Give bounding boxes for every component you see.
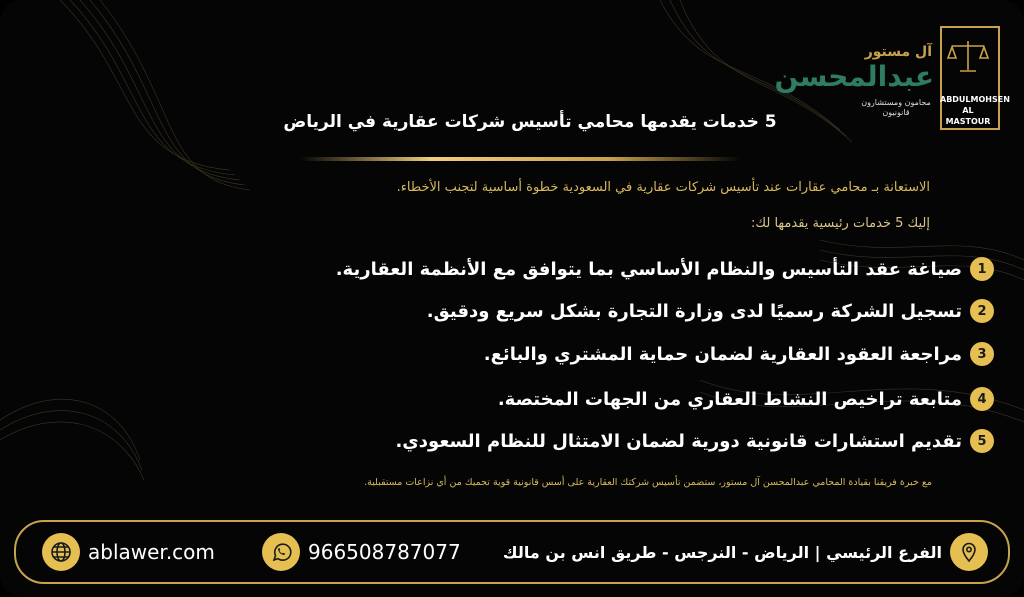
logo-arabic-name: عبدالمحسن — [774, 60, 934, 93]
service-number-badge: 4 — [970, 387, 994, 411]
service-number-badge: 3 — [970, 342, 994, 366]
location-pin-icon — [950, 533, 988, 571]
branch-address: الفرع الرئيسي | الرياض - النرجس - طريق انس بن مالك — [502, 542, 942, 562]
service-item-2 — [427, 296, 994, 326]
service-item-4 — [498, 384, 994, 414]
logo-arabic-tagline: محامون ومستشارون قانونيون — [861, 98, 931, 117]
globe-icon — [42, 533, 80, 571]
logo-emblem-box — [940, 26, 1010, 130]
brand-logo — [774, 26, 1010, 130]
gold-divider — [300, 157, 740, 161]
service-item-3 — [484, 339, 994, 369]
whatsapp-icon — [262, 533, 300, 571]
intro-line-2: إليك 5 خدمات رئيسية يقدمها لك: — [751, 216, 930, 231]
address-contact — [503, 522, 988, 582]
service-number-badge: 5 — [970, 429, 994, 453]
logo-english-name — [940, 94, 1010, 127]
service-text: متابعة تراخيص النشاط العقاري من الجهات المختصة. — [497, 388, 962, 410]
service-text: تقديم استشارات قانونية دورية لضمان الامتثال للنظام السعودي. — [395, 430, 962, 452]
service-text: تسجيل الشركة رسميًا لدى وزارة التجارة بشكل سريع ودقيق. — [426, 300, 962, 322]
footnote: مع خبرة فريقنا بقيادة المحامي عبدالمحسن آل مستور، ستضمن تأسيس شركتك العقارية على أسس قانونية قوية تحميك من أي نزاعات مستقبلية. — [364, 477, 932, 488]
page-title: 5 خدمات يقدمها محامي تأسيس شركات عقارية في الرياض — [283, 112, 777, 132]
phone-contact[interactable] — [262, 522, 461, 582]
website-contact[interactable] — [42, 522, 215, 582]
phone-number[interactable]: 966508787077 — [308, 540, 461, 564]
service-text: مراجعة العقود العقارية لضمان حماية المشتري والبائع. — [483, 343, 962, 365]
service-number-badge: 2 — [970, 299, 994, 323]
logo-arabic-family: آل مستور — [864, 44, 932, 60]
service-item-1 — [336, 254, 994, 284]
service-item-5 — [395, 426, 994, 456]
website-link[interactable]: ablawer.com — [88, 540, 215, 564]
intro-line-1: الاستعانة بـ محامي عقارات عند تأسيس شركات عقارية في السعودية خطوة أساسية لتجنب الأخطاء. — [396, 180, 930, 195]
service-number-badge: 1 — [970, 257, 994, 281]
scales-of-justice-icon — [946, 38, 990, 74]
contact-bar — [14, 520, 1010, 584]
logo-en-line2: AL MASTOUR — [945, 106, 991, 126]
logo-en-line1: ABDULMOHSEN — [940, 95, 1010, 104]
service-text: صياغة عقد التأسيس والنظام الأساسي بما يتوافق مع الأنظمة العقارية. — [335, 258, 962, 280]
